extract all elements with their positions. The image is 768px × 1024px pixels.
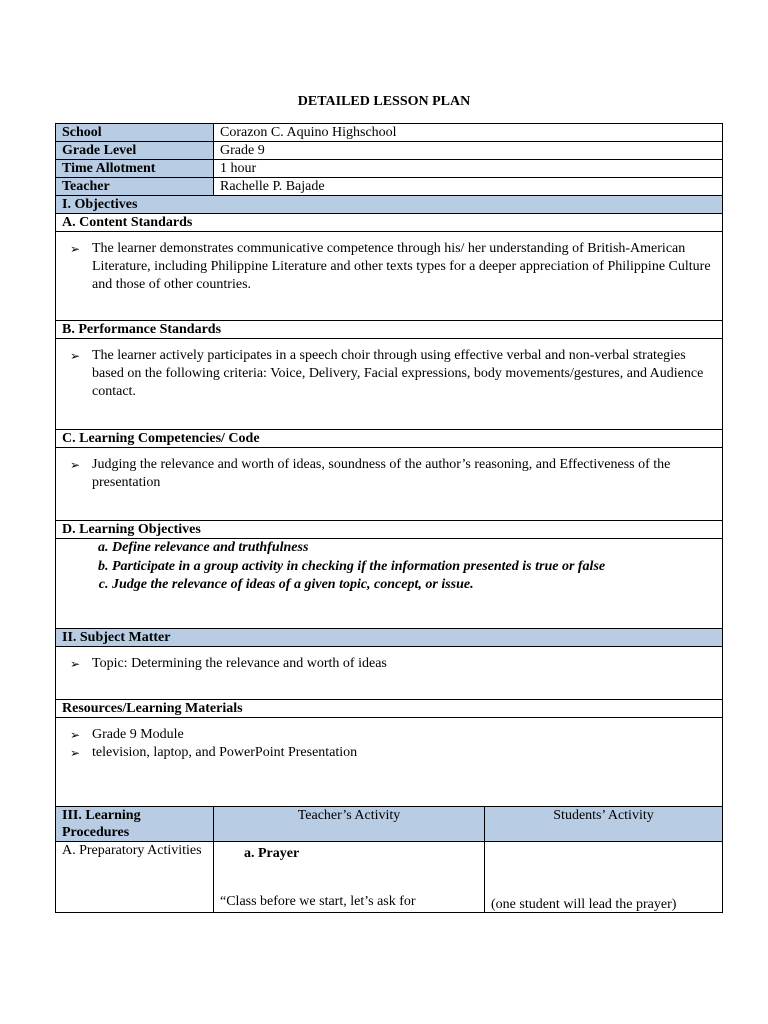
performance-standards-box [56,339,723,430]
resources-box [56,718,723,807]
procedures-header-row [56,807,723,842]
competencies-box [56,448,723,521]
info-row-school [56,124,723,142]
subject-matter-heading: II. Subject Matter [56,629,723,647]
teacher-activity-cell [214,842,485,913]
subject-matter-box [56,647,723,700]
info-value: 1 hour [214,160,723,178]
info-row-teacher [56,178,723,196]
students-activity-text: (one student will lead the prayer) [491,897,677,912]
content-standards-heading: A. Content Standards [56,214,723,232]
lesson-plan-table [55,123,722,913]
list-item: ➢ The learner demonstrates communicative competence through his/ her understanding of British-American Literature, including Philippine Literature and other texts types for a deeper appreciation of Philippine Culture and those of other countries. [70,241,711,292]
info-label: Teacher [56,178,214,196]
list-item: ➢ The learner actively participates in a speech choir through using effective verbal and non-verbal strategies based on the following criteria: Voice, Delivery, Facial expressions, body movements/gestures, and Audience contact. [70,348,704,399]
info-value: Grade 9 [214,142,723,160]
learning-objectives-box [56,539,723,629]
objective-item: b. Participate in a group activity in checking if the information presented is true or false [112,558,716,577]
arrow-bullet-icon: ➢ [70,746,81,760]
arrow-bullet-icon: ➢ [70,242,81,256]
objective-item: c. Judge the relevance of ideas of a given topic, concept, or issue. [112,576,716,595]
students-activity-cell [485,842,723,913]
students-activity-header: Students’ Activity [485,807,723,842]
arrow-bullet-icon: ➢ [70,728,81,742]
arrow-bullet-icon: ➢ [70,349,81,363]
document-title: DETAILED LESSON PLAN [297,94,471,109]
learning-objectives-heading: D. Learning Objectives [56,521,723,539]
objective-item: a. Define relevance and truthfulness [112,539,716,558]
teacher-activity-text: “Class before we start, let’s ask for [220,894,416,909]
preparatory-row [56,842,723,913]
info-value: Corazon C. Aquino Highschool [214,124,723,142]
competencies-heading: C. Learning Competencies/ Code [56,430,723,448]
objectives-heading: I. Objectives [56,196,723,214]
info-label: School [56,124,214,142]
content-standards-box [56,232,723,321]
list-item: ➢ Judging the relevance and worth of ideas, soundness of the author’s reasoning, and Effectiveness of the presentation [70,457,671,490]
arrow-bullet-icon: ➢ [70,458,81,472]
preparatory-label: A. Preparatory Activities [56,842,214,913]
teacher-activity-header: Teacher’s Activity [214,807,485,842]
info-value: Rachelle P. Bajade [214,178,723,196]
list-item: ➢ Topic: Determining the relevance and worth of ideas [70,656,387,671]
info-row-time-allotment [56,160,723,178]
list-item: ➢ Grade 9 Module [70,727,184,742]
resources-heading: Resources/Learning Materials [56,700,723,718]
info-label: Time Allotment [56,160,214,178]
arrow-bullet-icon: ➢ [70,657,81,671]
list-item: ➢ television, laptop, and PowerPoint Presentation [70,745,358,760]
info-label: Grade Level [56,142,214,160]
procedures-heading: III. Learning Procedures [56,807,214,842]
info-row-grade-level [56,142,723,160]
prayer-subheading: a. Prayer [244,846,300,861]
performance-standards-heading: B. Performance Standards [56,321,723,339]
